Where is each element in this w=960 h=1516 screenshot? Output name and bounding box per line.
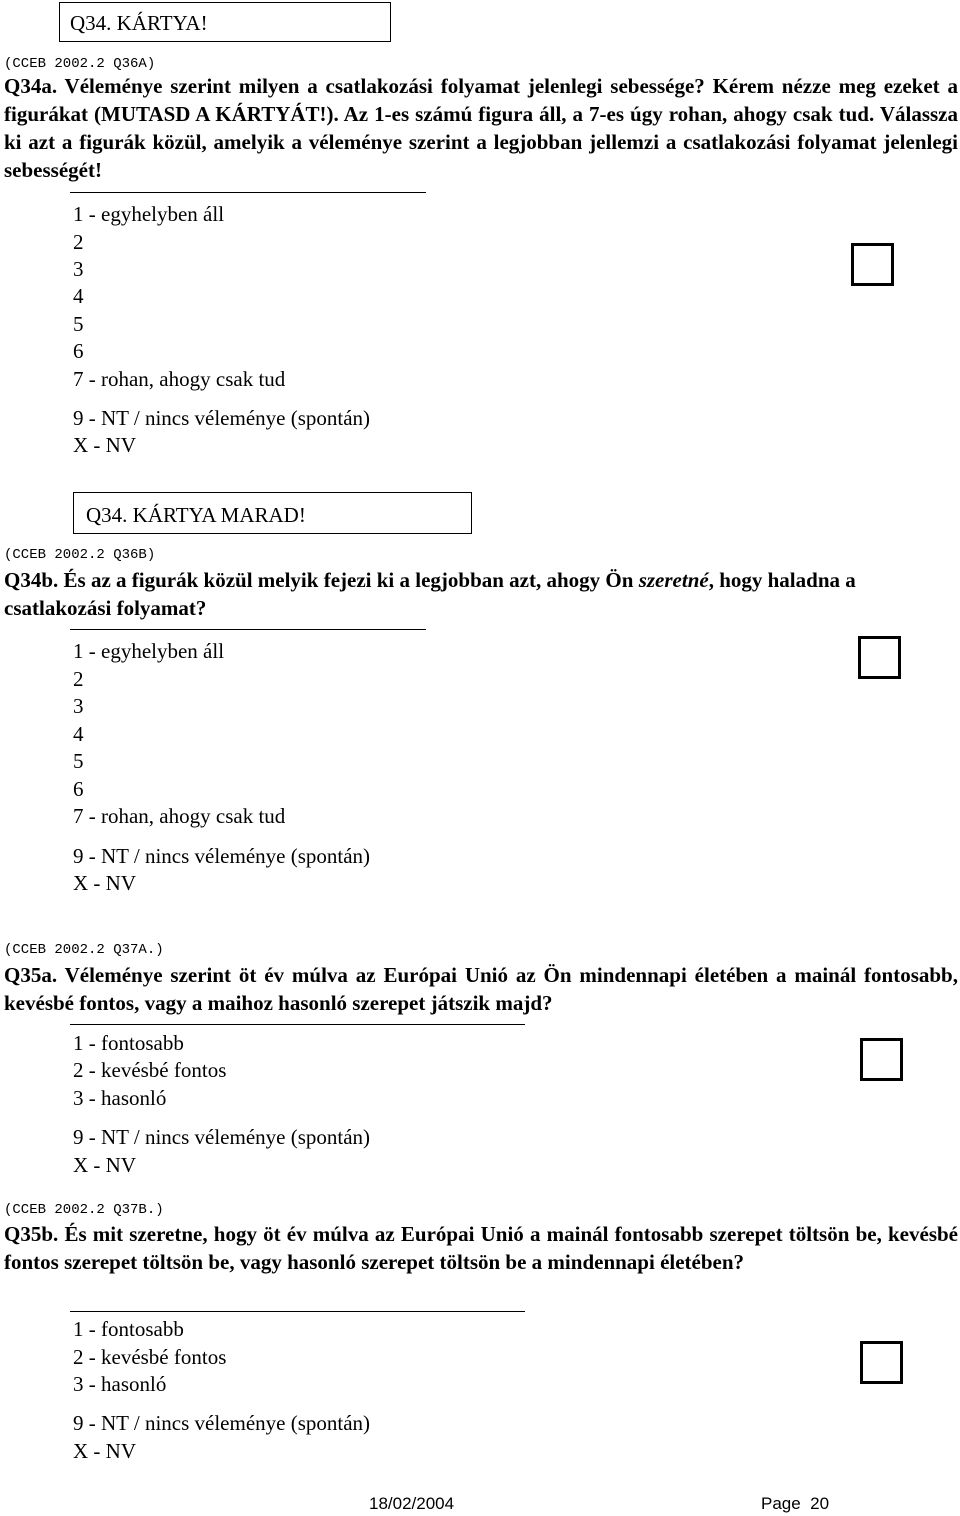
option-no-answer: X - NV (73, 871, 136, 895)
question-text: És mit szeretne, hogy öt év múlva az Európai Unió a mainál fontosabb szerepet töltsön be, kevésbé fontos szerepet töltsön be, vagy hasonló szerepet töltsön be a mindennapi életében? (4, 1222, 958, 1274)
question-text: És az a figurák közül melyik fejezi ki a legjobban azt, ahogy Ön (63, 568, 634, 592)
option: 3 - hasonló (73, 1086, 167, 1110)
footer-date: 18/02/2004 (369, 1494, 455, 1513)
instruction-box-q34-card-stays (73, 492, 472, 534)
option: 3 - hasonló (73, 1372, 167, 1396)
option: 3 (73, 257, 84, 281)
option: 1 - egyhelyben áll (73, 202, 225, 226)
answer-box-q34a[interactable] (851, 243, 894, 286)
instruction-box-q34-card (59, 2, 391, 42)
option: 7 - rohan, ahogy csak tud (73, 804, 286, 828)
question-code-q35b: (CCEB 2002.2 Q37B.) (4, 1202, 164, 1218)
option: 3 (73, 694, 84, 718)
option: 1 - fontosabb (73, 1031, 184, 1055)
question-q34a (4, 72, 958, 184)
question-text: Véleménye szerint milyen a csatlakozási folyamat jelenlegi sebessége? Kérem nézze meg ezeket a figurákat (MUTASD A KÁRTYÁT!). Az 1-es számú figura áll, a 7-es úgy rohan, ahogy csak tud. Válassza ki azt a figurák közül, amelyik a véleménye szerint a legjobban jellemzi a csatlakozási folyamat jelenlegi sebességét! (4, 74, 958, 182)
divider (70, 629, 426, 630)
option: 2 - kevésbé fontos (73, 1345, 227, 1369)
footer-page-number: Page 20 (761, 1494, 830, 1513)
question-text-end: , hogy haladna a csatlakozási folyamat? (4, 568, 856, 620)
option-dont-know: 9 - NT / nincs véleménye (spontán) (73, 844, 371, 868)
question-q34b (4, 566, 958, 622)
divider (70, 1024, 525, 1025)
question-label: Q35a. (4, 963, 58, 987)
option: 6 (73, 339, 84, 363)
question-q35b (4, 1220, 958, 1276)
option-no-answer: X - NV (73, 433, 136, 457)
question-label: Q34b. (4, 568, 59, 592)
instruction-text: Q34. KÁRTYA MARAD! (86, 503, 306, 527)
option: 1 - fontosabb (73, 1317, 184, 1341)
option: 1 - egyhelyben áll (73, 639, 225, 663)
option: 5 (73, 312, 84, 336)
option-no-answer: X - NV (73, 1439, 136, 1463)
answer-box-q34b[interactable] (858, 636, 901, 679)
option: 4 (73, 722, 84, 746)
option-no-answer: X - NV (73, 1153, 136, 1177)
question-q35a (4, 961, 958, 1017)
question-code-q35a: (CCEB 2002.2 Q37A.) (4, 942, 164, 958)
divider (70, 192, 426, 193)
answer-box-q35b[interactable] (860, 1341, 903, 1384)
option-dont-know: 9 - NT / nincs véleménye (spontán) (73, 1125, 371, 1149)
option: 2 - kevésbé fontos (73, 1058, 227, 1082)
question-label: Q35b. (4, 1222, 59, 1246)
question-code-q34b: (CCEB 2002.2 Q36B) (4, 547, 156, 563)
answer-box-q35a[interactable] (860, 1038, 903, 1081)
question-code-q34a: (CCEB 2002.2 Q36A) (4, 56, 156, 72)
option: 7 - rohan, ahogy csak tud (73, 367, 286, 391)
option-dont-know: 9 - NT / nincs véleménye (spontán) (73, 406, 371, 430)
option-dont-know: 9 - NT / nincs véleménye (spontán) (73, 1411, 371, 1435)
question-text: Véleménye szerint öt év múlva az Európai Unió az Ön mindennapi életében a mainál fontosabb, kevésbé fontos, vagy a maihoz hasonló szerepet játszik majd? (4, 963, 958, 1015)
question-label: Q34a. (4, 74, 58, 98)
option: 6 (73, 777, 84, 801)
option: 2 (73, 230, 84, 254)
instruction-text: Q34. KÁRTYA! (70, 11, 208, 35)
option: 4 (73, 284, 84, 308)
option: 5 (73, 749, 84, 773)
option: 2 (73, 667, 84, 691)
question-emphasis: szeretné (638, 568, 709, 592)
divider (70, 1311, 525, 1312)
